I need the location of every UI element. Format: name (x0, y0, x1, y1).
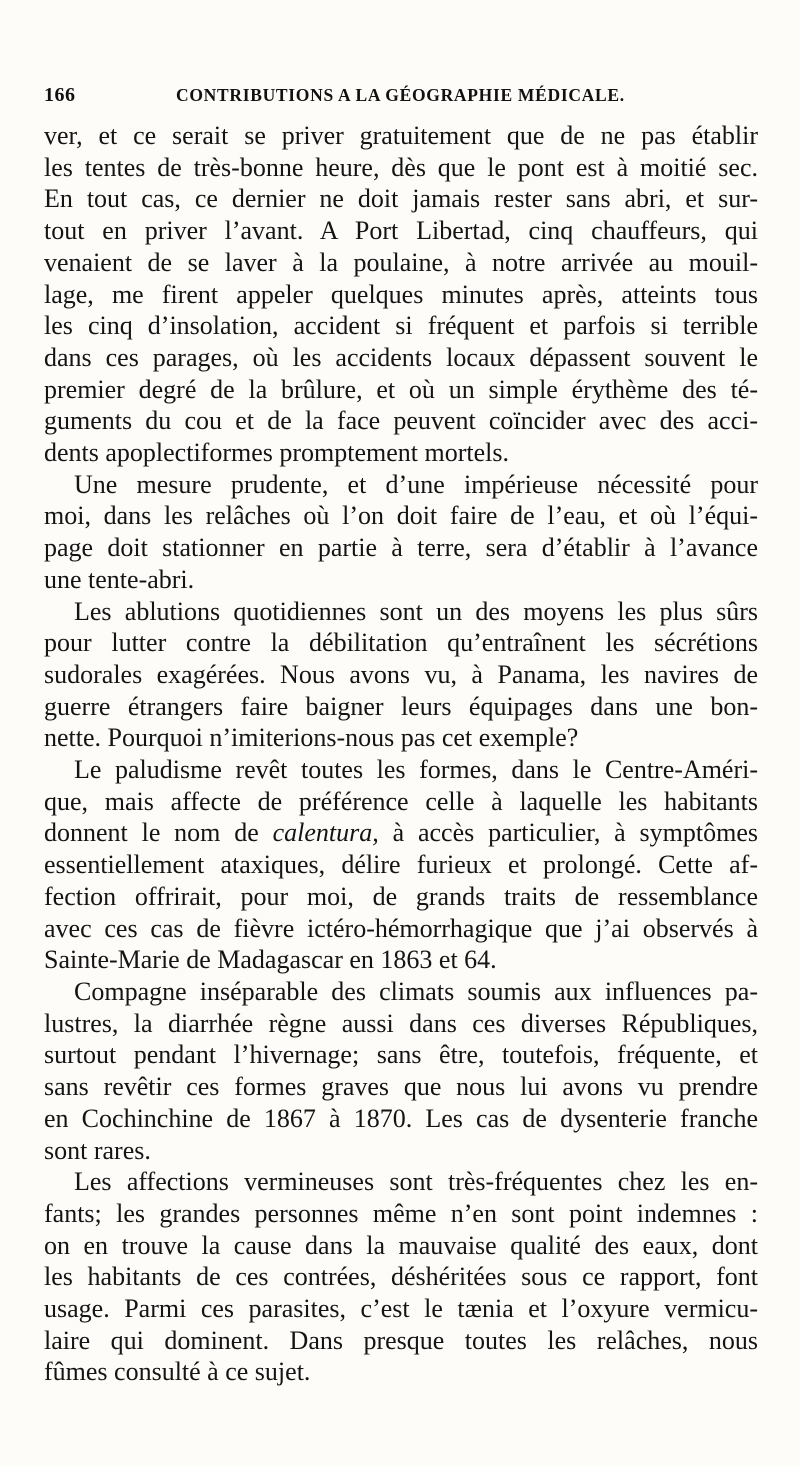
text-line: Compagne inséparable des climats soumis aux influences pa- (74, 976, 758, 1006)
text-line: que, mais affecte de préférence celle à laquelle les habitants (44, 786, 758, 816)
text-line: lage, me firent appeler quelques minutes après, atteints tous (44, 279, 758, 309)
text-line: avec ces cas de fièvre ictéro-hémorrhagique que j’ai observés à (44, 913, 758, 943)
text-line: en Cochinchine de 1867 à 1870. Les cas de dysenterie franche (44, 1103, 758, 1133)
text-line: premier degré de la brûlure, et où un simple érythème des té- (44, 374, 758, 404)
text-line: pour lutter contre la débilitation qu’entraînent les sécrétions (44, 628, 758, 658)
text-line: fection offrirait, pour moi, de grands traits de ressemblance (44, 881, 758, 911)
text-line: une tente-abri. (44, 564, 195, 594)
text-line: Les ablutions quotidiennes sont un des moyens les plus sûrs (74, 596, 758, 626)
text-line: sudorales exagérées. Nous avons vu, à Panama, les navires de (44, 659, 758, 689)
text-line: les habitants de ces contrées, déshéritées sous ce rapport, font (44, 1262, 758, 1292)
text-line: ver, et ce serait se priver gratuitement que de ne pas établir (44, 121, 758, 150)
text-line: fants; les grandes personnes même n’en sont point indemnes : (44, 1198, 758, 1228)
text-line: Les affections vermineuses sont très-fréquentes chez les en- (74, 1167, 758, 1197)
text-line: lustres, la diarrhée règne aussi dans ces diverses Républiques, (44, 1008, 758, 1038)
text-line: les cinq d’insolation, accident si fréquent et parfois si terrible (44, 311, 758, 341)
text-line: Une mesure prudente, et d’une impérieuse nécessité pour (74, 469, 758, 499)
text-line: laire qui dominent. Dans presque toutes les relâches, nous (44, 1325, 758, 1355)
text-line: page doit stationner en partie à terre, sera d’établir à l’avance (44, 533, 758, 563)
text-line: on en trouve la cause dans la mauvaise qualité des eaux, dont (44, 1230, 758, 1260)
page-number: 166 (44, 84, 76, 106)
text-line: usage. Parmi ces parasites, c’est le tænia et l’oxyure vermicu- (44, 1294, 758, 1324)
text-line: venaient de se laver à la poulaine, à notre arrivée au mouil- (44, 247, 758, 277)
text-line: tout en priver l’avant. A Port Libertad, cinq chauffeurs, qui (44, 216, 758, 246)
text-line: nette. Pourquoi n’imiterions-nous pas cet exemple? (44, 723, 579, 753)
body-text (44, 120, 758, 1405)
page-header (44, 84, 764, 116)
text-line: dans ces parages, où les accidents locaux dépassent souvent le (44, 342, 758, 372)
text-line: fûmes consulté à ce sujet. (44, 1357, 311, 1387)
text-segment: à accès particulier, à symptômes (378, 818, 758, 848)
text-line (44, 817, 758, 849)
text-line: les tentes de très-bonne heure, dès que le pont est à moitié sec. (44, 152, 758, 182)
italic-term: calentura, (272, 818, 379, 848)
text-segment: donnent le nom de (44, 818, 273, 848)
running-title: CONTRIBUTIONS A LA GÉOGRAPHIE MÉDICALE. (176, 85, 625, 105)
text-line: moi, dans les relâches où l’on doit faire de l’eau, et où l’équi- (44, 501, 758, 531)
text-line: guerre étrangers faire baigner leurs équipages dans une bon- (44, 691, 758, 721)
text-line: Le paludisme revêt toutes les formes, dans le Centre-Améri- (74, 755, 758, 785)
text-line: sont rares. (44, 1135, 151, 1165)
text-line: En tout cas, ce dernier ne doit jamais rester sans abri, et sur- (44, 184, 758, 214)
text-line: Sainte-Marie de Madagascar en 1863 et 64. (44, 945, 497, 975)
text-line: guments du cou et de la face peuvent coïncider avec des acci- (44, 406, 758, 436)
text-line: sans revêtir ces formes graves que nous lui avons vu prendre (44, 1072, 758, 1102)
text-line: essentiellement ataxiques, délire furieux et prolongé. Cette af- (44, 850, 758, 880)
text-line: surtout pendant l’hivernage; sans être, toutefois, fréquente, et (44, 1040, 758, 1070)
text-line: dents apoplectiformes promptement mortels. (44, 438, 509, 468)
